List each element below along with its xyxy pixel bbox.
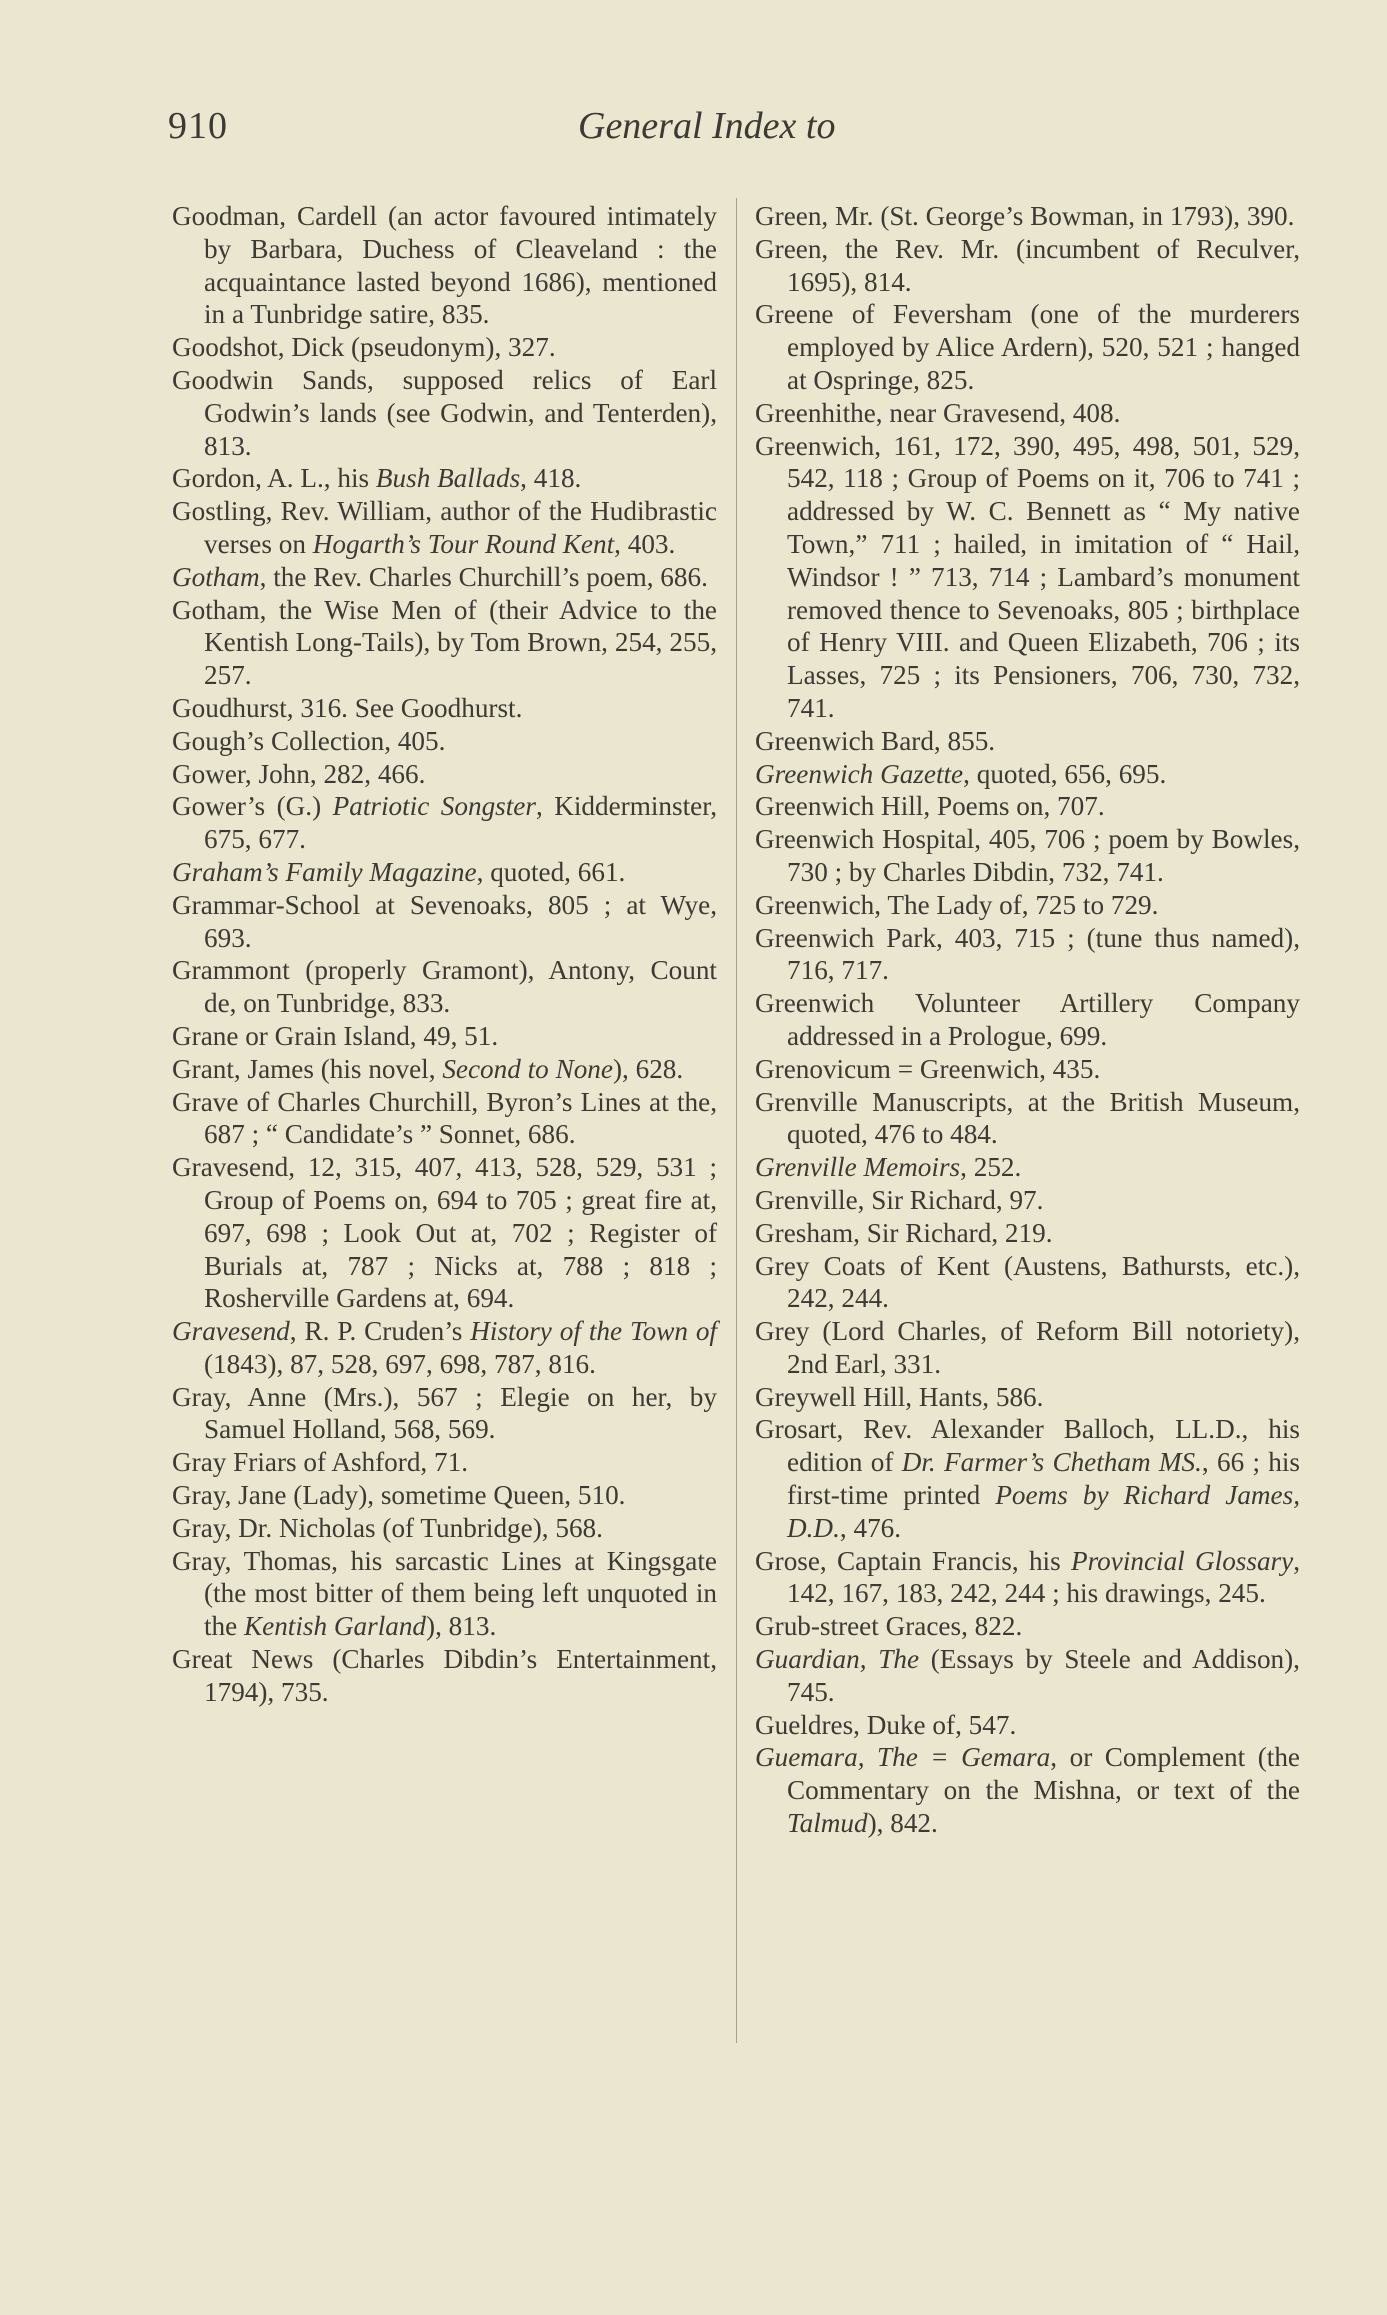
left-index-column <box>172 200 717 1709</box>
page-header <box>168 104 1268 164</box>
index-entry: Gray, Anne (Mrs.), 567 ; Elegie on her, by Samuel Holland, 568, 569. <box>172 1381 717 1445</box>
index-entry: Greenwich Gazette, quoted, 656, 695. <box>755 758 1167 789</box>
index-entry: Gray, Jane (Lady), sometime Queen, 510. <box>172 1480 626 1511</box>
index-entry: Goodshot, Dick (pseudonym), 327. <box>172 332 556 363</box>
index-entry: Grenville Memoirs, 252. <box>755 1152 1022 1183</box>
index-entry: Grey (Lord Charles, of Reform Bill notoriety), 2nd Earl, 331. <box>755 1316 1300 1379</box>
index-entry: Guemara, The = Gemara, or Complement (the Commentary on the Mishna, or text of the Talmud), 842. <box>755 1742 1300 1839</box>
index-entry: Greene of Feversham (one of the murderers employed by Alice Ardern), 520, 521 ; hanged at Ospringe, 825. <box>755 299 1300 395</box>
index-entry: Greenwich Hill, Poems on, 707. <box>755 791 1105 822</box>
index-entry: Grenovicum = Greenwich, 435. <box>755 1053 1101 1084</box>
index-entry: Goodwin Sands, supposed relics of Earl Godwin’s lands (see Godwin, and Tenterden), 813. <box>172 364 717 461</box>
index-entry: Gresham, Sir Richard, 219. <box>755 1217 1053 1248</box>
index-entry: Greenwich, 161, 172, 390, 495, 498, 501, 529, 542, 118 ; Group of Poems on it, 706 to 741 ; addressed by W. C. Bennett as “ My native Town,” 711 ; hailed, in imitation of “ Hail, Windsor ! ” 713, 714 ; Lambard’s monument removed thence to Sevenoaks, 805 ; birthplace of Henry VIII. and Queen Elizabeth, 706 ; its Lasses, 725 ; its Pensioners, 706, 730, 732, 741. <box>755 430 1300 723</box>
running-title: General Index to <box>578 105 836 147</box>
index-entry: Greenwich Bard, 855. <box>755 725 996 756</box>
index-entry: Gray, Thomas, his sarcastic Lines at Kingsgate (the most bitter of them being left unquoted in the Kentish Garland), 813. <box>172 1545 717 1642</box>
column-divider <box>736 198 737 2043</box>
index-entry: Green, the Rev. Mr. (incumbent of Reculver, 1695), 814. <box>755 233 1300 297</box>
index-entry: Green, Mr. (St. George’s Bowman, in 1793), 390. <box>755 201 1295 231</box>
index-entry: Greenwich Hospital, 405, 706 ; poem by Bowles, 730 ; by Charles Dibdin, 732, 741. <box>755 824 1300 887</box>
index-entry: Gravesend, 12, 315, 407, 413, 528, 529, 531 ; Group of Poems on, 694 to 705 ; great fire at, 697, 698 ; Look Out at, 702 ; Register of Burials at, 787 ; Nicks at, 788 ; 818 ; Rosherville Gardens at, 694. <box>172 1152 717 1314</box>
index-entry: Grammont (properly Gramont), Antony, Count de, on Tunbridge, 833. <box>172 955 717 1019</box>
index-entry: Grammar-School at Sevenoaks, 805 ; at Wye, 693. <box>172 889 717 953</box>
index-entry: Gotham, the Rev. Charles Churchill’s poem, 686. <box>172 561 708 592</box>
index-entry: Grenville Manuscripts, at the British Museum, quoted, 476 to 484. <box>755 1086 1300 1150</box>
index-entry: Grosart, Rev. Alexander Balloch, LL.D., his edition of Dr. Farmer’s Chetham MS., 66 ; his first-time printed Poems by Richard James, D.D., 476. <box>755 1414 1300 1543</box>
index-entry: Guardian, The (Essays by Steele and Addison), 745. <box>755 1644 1300 1707</box>
index-entry: Gueldres, Duke of, 547. <box>755 1709 1017 1740</box>
index-entry: Gravesend, R. P. Cruden’s History of the Town of (1843), 87, 528, 697, 698, 787, 816. <box>172 1316 717 1379</box>
index-entry: Greenwich, The Lady of, 725 to 729. <box>755 889 1159 920</box>
index-entry: Gough’s Collection, 405. <box>172 725 446 756</box>
index-entry: Grose, Captain Francis, his Provincial Glossary, 142, 167, 183, 242, 244 ; his drawings, 245. <box>755 1545 1300 1609</box>
index-entry: Grant, James (his novel, Second to None), 628. <box>172 1053 684 1084</box>
index-entry: Gower, John, 282, 466. <box>172 758 426 789</box>
page-number: 910 <box>168 105 228 147</box>
index-entry: Greywell Hill, Hants, 586. <box>755 1381 1044 1412</box>
index-entry: Gray Friars of Ashford, 71. <box>172 1447 468 1478</box>
index-entry: Graham’s Family Magazine, quoted, 661. <box>172 856 626 887</box>
index-entry: Great News (Charles Dibdin’s Entertainment, 1794), 735. <box>172 1644 717 1707</box>
index-entry: Goudhurst, 316. See Goodhurst. <box>172 692 523 723</box>
index-entry: Greenwich Volunteer Artillery Company addressed in a Prologue, 699. <box>755 988 1300 1051</box>
index-entry: Grave of Charles Churchill, Byron’s Lines at the, 687 ; “ Candidate’s ” Sonnet, 686. <box>172 1086 717 1150</box>
right-index-column <box>755 200 1300 1840</box>
index-entry: Grey Coats of Kent (Austens, Bathursts, etc.), 242, 244. <box>755 1250 1300 1314</box>
index-entry: Greenhithe, near Gravesend, 408. <box>755 397 1121 428</box>
index-entry: Gordon, A. L., his Bush Ballads, 418. <box>172 463 582 494</box>
index-entry: Gray, Dr. Nicholas (of Tunbridge), 568. <box>172 1512 603 1543</box>
index-entry: Gotham, the Wise Men of (their Advice to the Kentish Long-Tails), by Tom Brown, 254, 255, 257. <box>172 594 717 691</box>
index-entry: Goodman, Cardell (an actor favoured intimately by Barbara, Duchess of Cleaveland : the acquaintance lasted beyond 1686), mentioned in a Tunbridge satire, 835. <box>172 201 717 330</box>
index-entry: Grub-street Graces, 822. <box>755 1611 1023 1642</box>
index-entry: Greenwich Park, 403, 715 ; (tune thus named), 716, 717. <box>755 922 1300 986</box>
index-entry: Grane or Grain Island, 49, 51. <box>172 1020 499 1051</box>
index-entry: Gower’s (G.) Patriotic Songster, Kidderminster, 675, 677. <box>172 791 717 855</box>
index-entry: Gostling, Rev. William, author of the Hudibrastic verses on Hogarth’s Tour Round Kent, 403. <box>172 496 717 559</box>
index-entry: Grenville, Sir Richard, 97. <box>755 1184 1044 1215</box>
